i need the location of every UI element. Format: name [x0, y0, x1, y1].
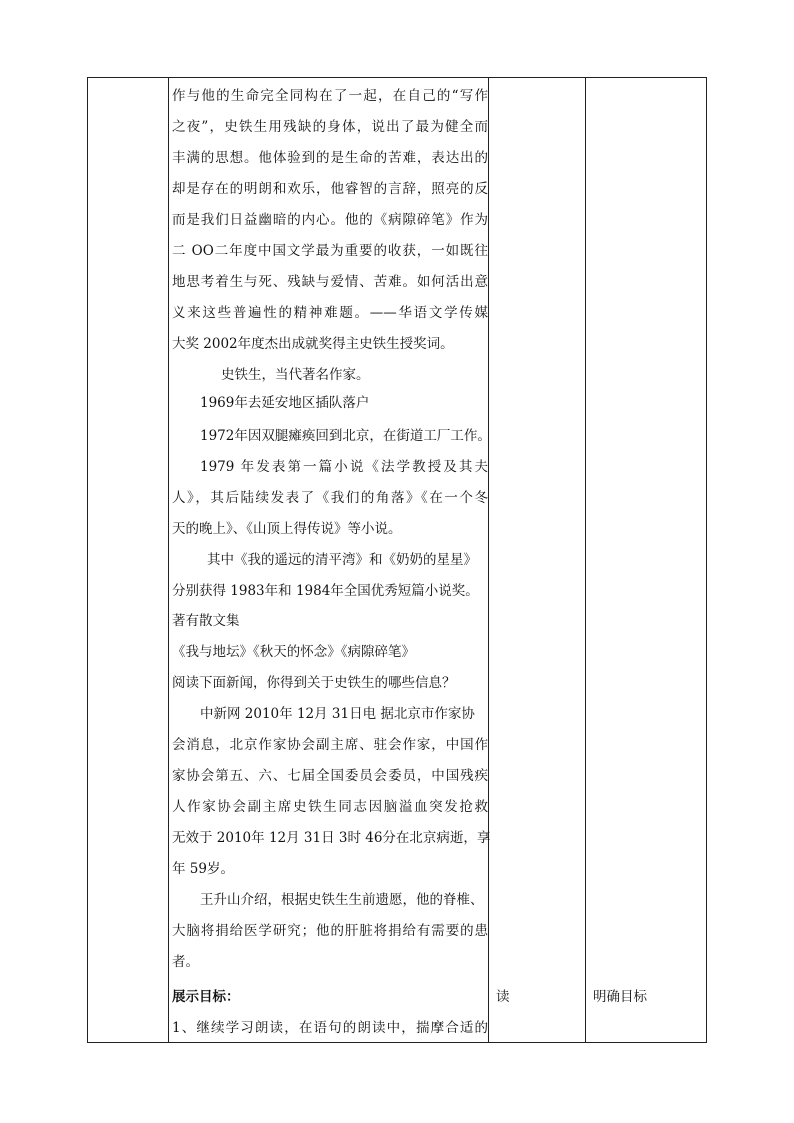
text-line: 丰满的思想。他体验到的是生命的苦难，表达出的 — [172, 150, 488, 166]
activity-cell-text: 读 — [496, 989, 510, 1005]
text-line: 会消息，北京作家协会副主席、驻会作家，中国作 — [172, 737, 488, 753]
text-line: 1972年因双腿瘫痪回到北京，在街道工厂工作。 — [200, 428, 491, 444]
text-line: 而是我们日益幽暗的内心。他的《病隙碎笔》作为 — [172, 212, 488, 228]
text-line: 之夜”，史铁生用残缺的身体，说出了最为健全而 — [172, 119, 488, 135]
text-line: 却是存在的明朗和欢乐，他睿智的言辞，照亮的反 — [172, 181, 488, 197]
text-line: 无效于 2010年 12月 31日 3时 46分在北京病逝，享 — [172, 830, 491, 846]
text-line: 人》，其后陆续发表了《我们的角落》《在一个冬 — [172, 490, 488, 506]
text-line: 1979 年发表第一篇小说《法学教授及其夫 — [200, 459, 488, 475]
text-line: 义来这些普遍性的精神难题。——华语文学传媒 — [172, 305, 488, 321]
text-line: 年 59岁。 — [172, 861, 234, 877]
text-line: 《我与地坛》《秋天的怀念》《病隙碎笔》 — [172, 644, 415, 660]
column-divider — [488, 78, 489, 1042]
purpose-cell-text: 明确目标 — [593, 989, 647, 1005]
text-line: 1969年去延安地区插队落户 — [200, 395, 370, 411]
text-line: 史铁生，当代著名作家。 — [221, 367, 370, 383]
text-line: 中新网 2010年 12月 31日电 据北京市作家协 — [200, 706, 475, 722]
text-line: 作与他的生命完全同构在了一起，在自己的“写作 — [172, 88, 488, 104]
text-line: 其中《我的遥远的清平湾》和《奶奶的星星》 — [207, 552, 477, 568]
goal-heading: 展示目标： — [172, 989, 240, 1005]
text-line: 著有散文集 — [172, 613, 240, 629]
text-line: 1、继续学习朗读，在语句的朗读中，揣摩合适的 — [172, 1020, 488, 1036]
text-line: 王升山介绍，根据史铁生生前遗愿，他的脊椎、 — [200, 892, 484, 908]
text-line: 人作家协会副主席史铁生同志因脑溢血突发抢救 — [172, 799, 488, 815]
column-divider — [168, 78, 169, 1042]
text-line: 大奖 2002年度杰出成就奖得主史铁生授奖词。 — [172, 336, 454, 352]
text-line: 者。 — [172, 954, 199, 970]
column-divider — [585, 78, 586, 1042]
text-line: 大脑将捐给医学研究；他的肝脏将捐给有需要的患 — [172, 923, 488, 939]
text-line: 地思考着生与死、残缺与爱情、苦难。如何活出意 — [172, 274, 488, 290]
text-line: 二 OO二年度中国文学最为重要的收获，一如既往 — [172, 243, 488, 259]
text-line: 家协会第五、六、七届全国委员会委员，中国残疾 — [172, 768, 488, 784]
text-line: 天的晚上》、《山顶上得传说》等小说。 — [172, 521, 402, 537]
text-line: 分别获得 1983年和 1984年全国优秀短篇小说奖。 — [172, 583, 479, 599]
text-line: 阅读下面新闻，你得到关于史铁生的哪些信息？ — [172, 675, 456, 691]
